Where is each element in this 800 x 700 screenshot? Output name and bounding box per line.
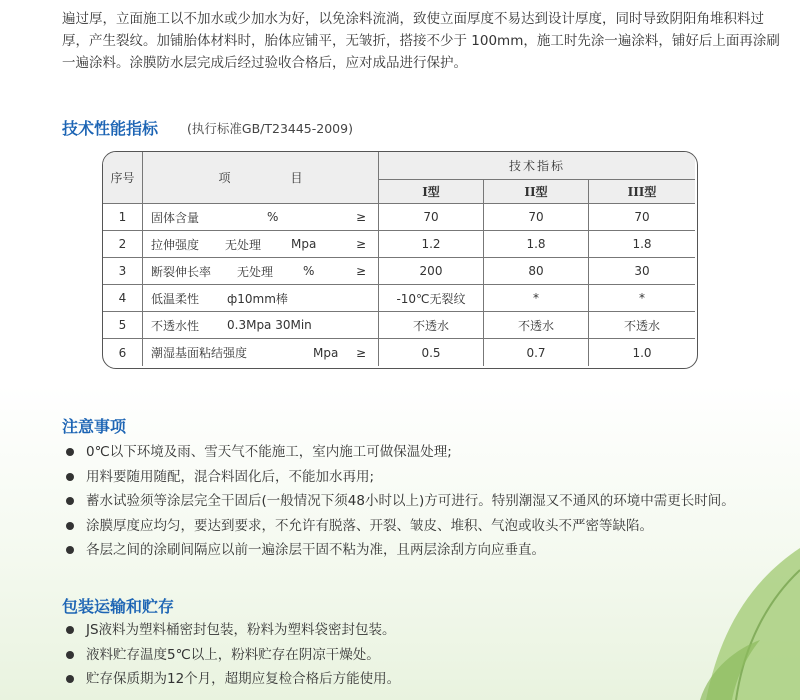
row-no: 3 bbox=[103, 258, 143, 285]
row-value-type-3: 1.0 bbox=[632, 345, 652, 360]
header-no: 序号 bbox=[103, 152, 143, 204]
row-value-type-1: 70 bbox=[379, 204, 484, 231]
row-value-type-1: 0.5 bbox=[379, 339, 484, 366]
row-item bbox=[143, 231, 379, 258]
spec-section-title: 技术性能指标 bbox=[62, 119, 159, 138]
row-item-condition: 无处理 bbox=[237, 264, 274, 279]
header-type-2: II型 bbox=[484, 180, 589, 204]
row-value-type-1: 1.2 bbox=[379, 231, 484, 258]
row-item-unit: % bbox=[303, 264, 315, 278]
row-item-name: 潮湿基面粘结强度 bbox=[151, 346, 248, 360]
list-item: 涂膜厚度应均匀，要达到要求，不允许有脱落、开裂、皱皮、堆积、气泡或收头不严密等缺陷。 bbox=[64, 514, 735, 539]
row-value-type-2: 1.8 bbox=[484, 231, 589, 258]
header-item bbox=[143, 152, 379, 204]
row-value-type-1: 200 bbox=[379, 258, 484, 285]
spec-standard-note: (执行标准GB/T23445-2009) bbox=[187, 121, 353, 136]
row-value-type-3: 1.8 bbox=[589, 231, 695, 258]
row-value-type-2: 80 bbox=[484, 258, 589, 285]
row-value-type-3: 不透水 bbox=[589, 312, 695, 339]
row-item-condition: 0.3Mpa 30Min bbox=[227, 318, 312, 332]
row-item-name: 断裂伸长率 bbox=[151, 264, 212, 279]
packaging-section-title: 包装运输和贮存 bbox=[62, 597, 175, 616]
row-item-unit: Mpa bbox=[313, 345, 339, 360]
row-no: 6 bbox=[103, 339, 143, 366]
row-no: 2 bbox=[103, 231, 143, 258]
row-value-type-3: 70 bbox=[589, 204, 695, 231]
header-type-1: I型 bbox=[379, 180, 484, 204]
row-value-type-3: * bbox=[589, 285, 695, 312]
header-tech-group: 技术指标 bbox=[379, 152, 695, 180]
list-item: 0℃以下环境及雨、雪天气不能施工，室内施工可做保温处理; bbox=[64, 440, 735, 465]
row-item bbox=[143, 312, 379, 339]
row-item-name: 固体含量 bbox=[151, 210, 200, 225]
row-value-type-3: 30 bbox=[589, 258, 695, 285]
row-value-type-2: * bbox=[484, 285, 589, 312]
row-value-type-2: 70 bbox=[484, 204, 589, 231]
row-no: 5 bbox=[103, 312, 143, 339]
row-value-type-2: 0.7 bbox=[484, 339, 589, 366]
intro-paragraph: 遍过厚，立面施工以不加水或少加水为好，以免涂料流淌，致使立面厚度不易达到设计厚度，同时导致阴阳角堆积料过 厚，产生裂纹。加铺胎体材料时，胎体应铺平，无皱折，搭接不少于 100mm，施工时先涂一遍涂料，铺好后上面再涂刷 一遍涂料。涂膜防水层完成后经过验收合格后，应对成品进行保护。 bbox=[62, 11, 780, 71]
row-no: 4 bbox=[103, 285, 143, 312]
header-type-3: III型 bbox=[589, 180, 695, 204]
list-item: 蓄水试验须等涂层完全干固后(一般情况下须48小时以上)方可进行。特别潮湿又不通风的环境中需更长时间。 bbox=[64, 489, 735, 514]
row-item-unit: % bbox=[267, 210, 279, 224]
row-item-unit: Mpa bbox=[291, 237, 317, 251]
row-item bbox=[143, 258, 379, 285]
row-item-symbol: ≥ bbox=[355, 210, 366, 224]
list-item: 贮存保质期为12个月，超期应复检合格后方能使用。 bbox=[64, 667, 400, 692]
row-item-symbol: ≥ bbox=[355, 345, 366, 360]
row-no: 1 bbox=[103, 204, 143, 231]
row-item-name: 不透水性 bbox=[151, 318, 200, 333]
list-item: JS液料为塑料桶密封包装，粉料为塑料袋密封包装。 bbox=[64, 618, 400, 643]
row-value-type-1: 不透水 bbox=[379, 312, 484, 339]
row-item-symbol: ≥ bbox=[355, 237, 366, 251]
row-item-condition: ф10mm棒 bbox=[227, 291, 288, 306]
leaf-decoration-icon bbox=[640, 540, 800, 700]
row-item-name: 拉伸强度 bbox=[151, 237, 200, 252]
row-value-type-2: 不透水 bbox=[484, 312, 589, 339]
row-item-name: 低温柔性 bbox=[151, 291, 200, 306]
list-item: 液料贮存温度5℃以上，粉料贮存在阴凉干燥处。 bbox=[64, 643, 400, 668]
row-item bbox=[143, 204, 379, 231]
header-item-b: 目 bbox=[290, 171, 303, 185]
list-item: 用料要随用随配，混合料固化后，不能加水再用; bbox=[64, 465, 735, 490]
row-item-condition: 无处理 bbox=[225, 237, 262, 252]
header-item-a: 项 bbox=[218, 171, 231, 185]
notes-section-title: 注意事项 bbox=[62, 417, 127, 436]
packaging-list bbox=[64, 618, 400, 692]
notes-list bbox=[64, 440, 735, 563]
row-value-type-1: -10℃无裂纹 bbox=[379, 285, 484, 312]
row-item bbox=[143, 339, 379, 366]
row-item-symbol: ≥ bbox=[355, 264, 366, 278]
spec-table bbox=[102, 151, 698, 369]
row-item bbox=[143, 285, 379, 312]
list-item: 各层之间的涂刷间隔应以前一遍涂层干固不粘为准，且两层涂刮方向应垂直。 bbox=[64, 538, 735, 563]
